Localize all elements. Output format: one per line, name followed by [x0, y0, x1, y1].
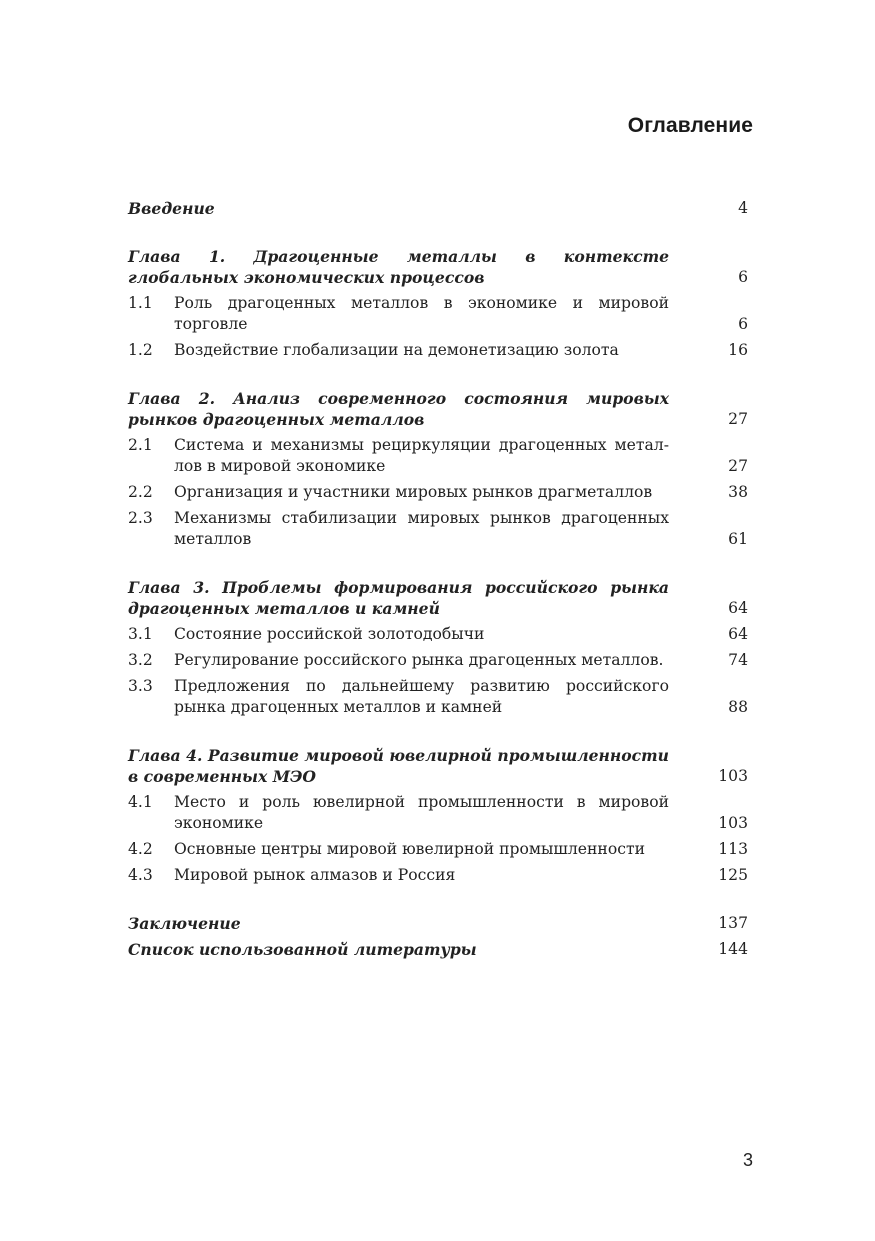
toc-section-4-3[interactable]	[128, 865, 748, 886]
section-number: 2.3	[128, 509, 153, 527]
toc-chapter-3[interactable]	[128, 577, 748, 619]
section-page: 74	[728, 651, 748, 669]
toc-section-1-1[interactable]	[128, 293, 748, 335]
section-page: 103	[718, 814, 748, 832]
toc-chapter-4-group	[128, 745, 748, 886]
toc-section-4-1[interactable]	[128, 792, 748, 834]
section-title: Организация и участники мировых рынков драгметаллов	[174, 483, 653, 501]
chapter-page: 6	[738, 268, 748, 286]
chapter-page: 64	[728, 599, 748, 617]
toc-chapter-4[interactable]	[128, 745, 748, 787]
toc-entry-bibliography[interactable]	[128, 939, 748, 960]
section-title: Механизмы стабилизации мировых рынков драгоценных металлов	[174, 509, 669, 548]
section-number: 3.1	[128, 625, 153, 643]
toc-chapter-2-group	[128, 388, 748, 550]
toc-chapter-2[interactable]	[128, 388, 748, 430]
section-number: 4.3	[128, 866, 153, 884]
section-number: 3.2	[128, 651, 153, 669]
toc-section-3-2[interactable]	[128, 650, 748, 671]
toc-intro-group	[128, 198, 748, 219]
section-page: 61	[728, 530, 748, 548]
toc-section-3-1[interactable]	[128, 624, 748, 645]
section-page: 113	[718, 840, 748, 858]
section-title: Регулирование российского рынка драгоценных металлов.	[174, 651, 664, 669]
toc-chapter-1[interactable]	[128, 246, 748, 288]
section-title: Система и механизмы рециркуляции драгоценных металлов в мировой экономике	[174, 436, 669, 475]
table-of-contents	[128, 198, 748, 960]
section-title: Мировой рынок алмазов и Россия	[174, 866, 456, 884]
section-page: 16	[728, 341, 748, 359]
toc-entry-title: Список использованной литературы	[128, 940, 477, 959]
chapter-page: 27	[728, 410, 748, 428]
section-title: Предложения по дальнейшему развитию российского рынка драгоценных металлов и камней	[174, 677, 669, 716]
page-number: 3	[742, 1150, 753, 1170]
page-title: Оглавление	[627, 114, 753, 137]
toc-section-2-3[interactable]	[128, 508, 748, 550]
toc-section-3-3[interactable]	[128, 676, 748, 718]
toc-section-1-2[interactable]	[128, 340, 748, 361]
section-page: 27	[728, 457, 748, 475]
chapter-title: Глава 4. Развитие мировой ювелирной промышленности в современных МЭО	[128, 746, 669, 786]
section-title: Воздействие глобализации на демонетизацию золота	[174, 341, 619, 359]
section-title: Состояние российской золотодобычи	[174, 625, 485, 643]
toc-entry-page: 4	[738, 199, 748, 217]
toc-end-group	[128, 913, 748, 960]
section-number: 3.3	[128, 677, 153, 695]
section-title: Место и роль ювелирной промышленности в мировой экономике	[174, 793, 669, 832]
chapter-title: Глава 2. Анализ современного состояния мировых рынков драгоценных металлов	[128, 389, 669, 429]
toc-entry-page: 144	[718, 940, 748, 958]
chapter-title: Глава 3. Проблемы формирования российского рынка драгоценных металлов и камней	[128, 578, 669, 618]
toc-entry-conclusion[interactable]	[128, 913, 748, 934]
section-number: 1.2	[128, 341, 153, 359]
section-number: 4.1	[128, 793, 153, 811]
section-title: Роль драгоценных металлов в экономике и мировой торговле	[174, 294, 669, 333]
toc-entry-page: 137	[718, 914, 748, 932]
section-page: 125	[718, 866, 748, 884]
toc-entry-title: Заключение	[128, 914, 241, 933]
section-number: 1.1	[128, 294, 153, 312]
section-title: Основные центры мировой ювелирной промышленности	[174, 840, 645, 858]
chapter-title: Глава 1. Драгоценные металлы в контексте глобальных экономических процессов	[128, 247, 669, 287]
section-page: 64	[728, 625, 748, 643]
toc-entry-intro[interactable]	[128, 198, 748, 219]
section-number: 2.1	[128, 436, 153, 454]
toc-entry-title: Введение	[128, 199, 215, 218]
toc-section-2-1[interactable]	[128, 435, 748, 477]
section-number: 2.2	[128, 483, 153, 501]
section-page: 88	[728, 698, 748, 716]
toc-chapter-3-group	[128, 577, 748, 718]
chapter-page: 103	[718, 767, 748, 785]
toc-section-2-2[interactable]	[128, 482, 748, 503]
section-page: 6	[738, 315, 748, 333]
section-page: 38	[728, 483, 748, 501]
section-number: 4.2	[128, 840, 153, 858]
toc-section-4-2[interactable]	[128, 839, 748, 860]
toc-chapter-1-group	[128, 246, 748, 361]
